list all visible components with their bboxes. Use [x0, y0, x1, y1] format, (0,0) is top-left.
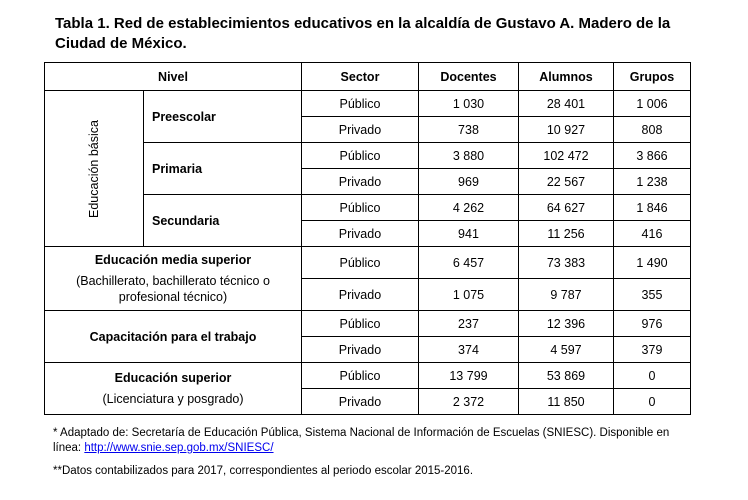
docentes-cell: 969: [418, 169, 518, 195]
table-row: [45, 91, 691, 117]
alumnos-cell: 53 869: [518, 363, 613, 389]
alumnos-cell: 64 627: [518, 195, 613, 221]
docentes-cell: 738: [418, 117, 518, 143]
grupos-cell: 0: [613, 363, 690, 389]
media-superior-cell: [45, 247, 302, 311]
level-secundaria: Secundaria: [143, 195, 301, 247]
grupos-cell: 355: [613, 279, 690, 311]
media-superior-label: Educación media superior: [94, 252, 252, 267]
sector-cell: Público: [301, 195, 418, 221]
docentes-cell: 1 030: [418, 91, 518, 117]
docentes-cell: 2 372: [418, 389, 518, 415]
sector-cell: Privado: [301, 279, 418, 311]
footnote-source-text: * Adaptado de: Secretaría de Educación Pública, Sistema Nacional de Información de Escuelas (SNIESC). Disponible en línea:: [53, 427, 670, 454]
header-sector: Sector: [301, 63, 418, 91]
sniesc-link[interactable]: http://www.snie.sep.gob.mx/SNIESC/: [84, 442, 274, 454]
docentes-cell: 3 880: [418, 143, 518, 169]
sector-cell: Privado: [301, 117, 418, 143]
table-row: [45, 363, 691, 389]
grupos-cell: 1 238: [613, 169, 690, 195]
sector-cell: Privado: [301, 221, 418, 247]
docentes-cell: 4 262: [418, 195, 518, 221]
grupos-cell: 1 490: [613, 247, 690, 279]
table-row: [45, 311, 691, 337]
footnote-data-period: **Datos contabilizados para 2017, correspondientes al periodo escolar 2015-2016.: [53, 465, 474, 477]
alumnos-cell: 11 256: [518, 221, 613, 247]
footnote-source: [53, 426, 693, 456]
docentes-cell: 941: [418, 221, 518, 247]
sector-cell: Privado: [301, 169, 418, 195]
alumnos-cell: 102 472: [518, 143, 613, 169]
grupos-cell: 1 006: [613, 91, 690, 117]
grupos-cell: 3 866: [613, 143, 690, 169]
docentes-cell: 6 457: [418, 247, 518, 279]
alumnos-cell: 73 383: [518, 247, 613, 279]
docentes-cell: 1 075: [418, 279, 518, 311]
capacitacion-label: Capacitación para el trabajo: [45, 311, 302, 363]
level-primaria: Primaria: [143, 143, 301, 195]
grupos-cell: 808: [613, 117, 690, 143]
alumnos-cell: 12 396: [518, 311, 613, 337]
docentes-cell: 13 799: [418, 363, 518, 389]
footnotes: [53, 426, 693, 479]
alumnos-cell: 4 597: [518, 337, 613, 363]
alumnos-cell: 28 401: [518, 91, 613, 117]
alumnos-cell: 9 787: [518, 279, 613, 311]
sector-cell: Público: [301, 311, 418, 337]
level-preescolar: Preescolar: [143, 91, 301, 143]
alumnos-cell: 22 567: [518, 169, 613, 195]
grupos-cell: 416: [613, 221, 690, 247]
superior-sublabel: (Licenciatura y posgrado): [102, 391, 244, 406]
sector-cell: Público: [301, 143, 418, 169]
header-grupos: Grupos: [613, 63, 690, 91]
superior-label: Educación superior: [114, 370, 232, 385]
educacion-basica-label: Educación básica: [86, 119, 101, 218]
header-row: [45, 63, 691, 91]
grupos-cell: 1 846: [613, 195, 690, 221]
docentes-cell: 374: [418, 337, 518, 363]
table-row: [45, 247, 691, 279]
header-alumnos: Alumnos: [518, 63, 613, 91]
sector-cell: Público: [301, 247, 418, 279]
sector-cell: Privado: [301, 389, 418, 415]
education-table: [44, 62, 691, 415]
sector-cell: Público: [301, 363, 418, 389]
superior-cell: [45, 363, 302, 415]
docentes-cell: 237: [418, 311, 518, 337]
educacion-basica-cell: [45, 91, 144, 247]
alumnos-cell: 11 850: [518, 389, 613, 415]
sector-cell: Privado: [301, 337, 418, 363]
grupos-cell: 0: [613, 389, 690, 415]
alumnos-cell: 10 927: [518, 117, 613, 143]
header-nivel: Nivel: [45, 63, 302, 91]
table-title: Tabla 1. Red de establecimientos educativos en la alcaldía de Gustavo A. Madero de la Ciudad de México.: [55, 15, 671, 52]
sector-cell: Público: [301, 91, 418, 117]
grupos-cell: 379: [613, 337, 690, 363]
grupos-cell: 976: [613, 311, 690, 337]
media-superior-sublabel: (Bachillerato, bachillerato técnico o profesional técnico): [76, 273, 270, 304]
header-docentes: Docentes: [418, 63, 518, 91]
